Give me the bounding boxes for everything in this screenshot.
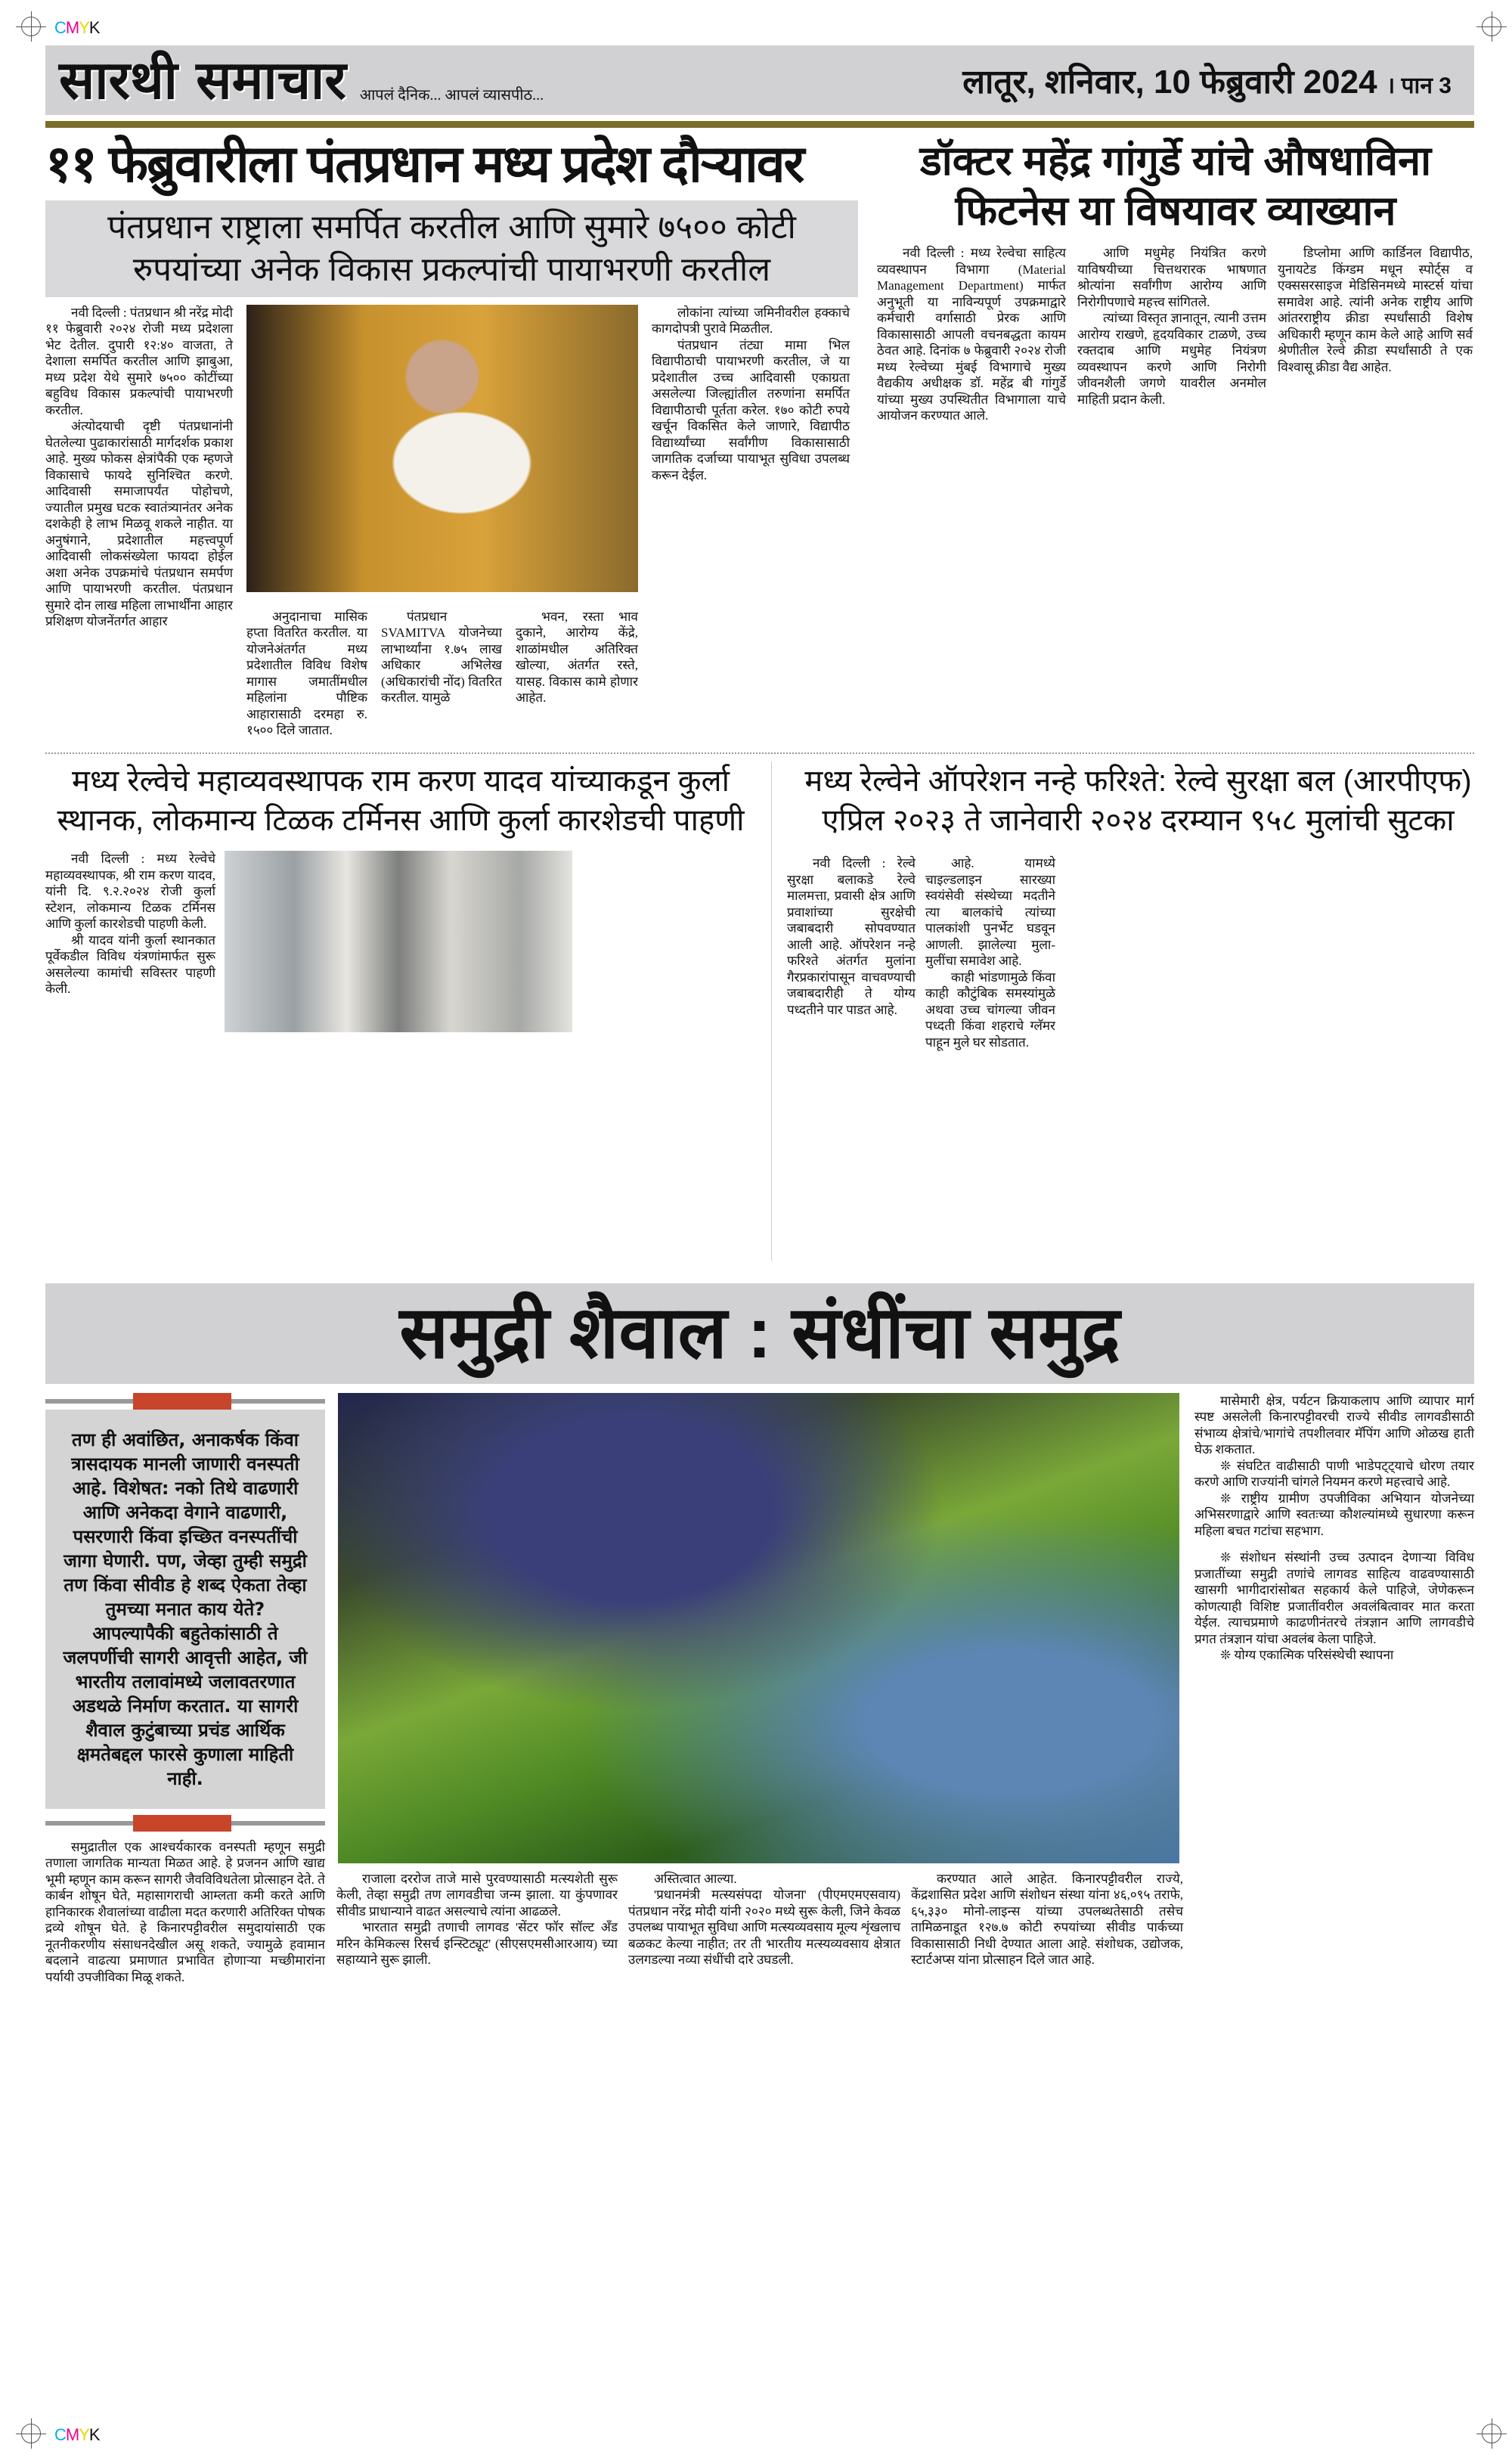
paragraph: नवी दिल्ली : रेल्वे सुरक्षा बलाकडे रेल्वे मालमत्ता, प्रवासी क्षेत्र आणि प्रवाशांच्या सुरक्षेची जबाबदारी सोपवण्यात आली आहे. ऑपरेशन नन्हे फरिश्ते अंतर्गत मुलांना गैरप्रकारांपासून वाचवण्याची जबाबदारीही ते योग्य पध्दतीने पार पाडत आहे. (787, 856, 916, 1017)
paragraph: मासेमारी क्षेत्र, पर्यटन क्रियाकलाप आणि व्यापार मार्ग स्पष्ट असलेली किनारपट्टीवरची राज्ये सीवीड लागवडीसाठी संभाव्य क्षेत्रांचे/भागांचे तपशीलवार मॅपिंग आणि ओळख हाती घेऊ शकतात. (1194, 1393, 1474, 1457)
c: C (54, 2425, 66, 2444)
paragraph: 'प्रधानमंत्री मत्स्यसंपदा योजना' (पीएमएमएसवाय) पंतप्रधान नरेंद्र मोदी यांनी २०२० मध्ये सुरू केली, जिने केवळ उपलब्ध पायाभूत सुविधा आणि मत्स्यव्यवसाय मूल्य शृंखलाच बळकट केल्या नाहीत; तर ती भारतीय मत्स्यव्यवसाय क्षेत्रात उलगडल्या नव्या संधींची दारे उघडली. (628, 1888, 900, 1968)
paragraph: पंतप्रधान तंट्या मामा भिल विद्यापीठाची पायाभरणी करतील, जे या प्रदेशातील उच्च आदिवासी एकाग्रता असलेल्या जिल्ह्यांतील तरुणांना समर्पित विद्यापीठाची पूर्तता करेल. १७० कोटी रुपये खर्चून विकसित केले जाणारे, विद्यापीठ विद्यार्थ्यांच्या सर्वांगीण विकासासाठी जागतिक दर्जाच्या पायाभूत सुविधा उपलब्ध करून देईल. (652, 337, 850, 482)
pullquote-rule (45, 1815, 325, 1832)
date-text: लातूर, शनिवार, 10 फेब्रुवारी 2024 (962, 64, 1377, 101)
article-seaweed-right-col (1194, 1393, 1474, 1540)
article-pm-col2 (246, 609, 367, 739)
article-seaweed-col4 (911, 1871, 1183, 1968)
seaweed-photo (338, 1393, 1179, 1863)
article-rpf (787, 762, 1489, 1050)
paragraph: ❊ संशोधन संस्थांनी उच्च उत्पादन देणाऱ्या विविध प्रजातींच्या समुद्री तणांचे लागवड साहित्य वाढवण्यासाठी खासगी भागीदारांसोबत सहकार्य केले पाहिजे, जेणेकरून कोणत्याही विशिष्ट प्रजातींवरील अवलंबित्वावर मात करता येईल. त्याचप्रमाणे काढणीनंतरचे तंत्रज्ञान आणि लागवडीचे प्रगत तंत्रज्ञान यांचा अवलंब केला पाहिजे. (1194, 1550, 1474, 1646)
y: Y (79, 18, 89, 37)
article-rpf-col2 (925, 855, 1055, 1050)
accent-block (133, 1815, 231, 1832)
paragraph: अस्तित्वात आल्या. (654, 1871, 737, 1886)
m: M (65, 2425, 79, 2444)
article-seaweed-col3 (628, 1871, 900, 1968)
article-kurla-col1 (45, 851, 215, 997)
paragraph: आणि मधुमेह नियंत्रित करणे याविषयीच्या चित्तथरारक भाषणात श्रोत्यांना सर्वांगीण आरोग्य आणि निरोगीपणाचे महत्त्व सांगितले. (1077, 246, 1266, 309)
y: Y (79, 2425, 89, 2444)
paragraph: लोकांना त्यांच्या जमिनीवरील हक्काचे कागदोपत्री पुरावे मिळतील. (652, 305, 850, 337)
headline-rpf-rescue: मध्य रेल्वेने ऑपरेशन नन्हे फरिश्ते: रेल्वे सुरक्षा बल (आरपीएफ) एप्रिल २०२३ ते जानेवारी २०२४ दरम्यान ९५८ मुलांची सुटका (804, 765, 1472, 837)
top-section (45, 136, 1474, 745)
section-divider (45, 752, 1474, 754)
article-doctor-body (877, 245, 1474, 424)
registration-mark (1482, 2424, 1501, 2443)
registration-mark (21, 17, 41, 36)
k: K (88, 2425, 100, 2444)
masthead-rule (45, 121, 1474, 128)
paragraph: पंतप्रधान SVAMITVA योजनेच्या लाभार्थ्यांना १.७५ लाख अधिकार अभिलेख (अधिकारांची नोंद) वितरित करतील. यामुळे (381, 609, 502, 706)
article-pm-body (45, 305, 858, 739)
paragraph: नवी दिल्ली : पंतप्रधान श्री नरेंद्र मोदी ११ फेब्रुवारी २०२४ रोजी मध्य प्रदेशला भेट देतील. दुपारी १२:४० वाजता, ते देशाला समर्पित करतील आणि झाबुआ, मध्य प्रदेश येथे सुमारे ७५०० कोटींच्या बहुविध विकास प्रकल्पांची पायाभरणी करतील. (45, 305, 233, 417)
article-seaweed-col1 (45, 1839, 325, 1986)
article-kurla-body (45, 851, 756, 1032)
article-seaweed-col5 (1194, 1550, 1474, 1664)
headline-pm-visit: ११ फेब्रुवारीला पंतप्रधान मध्य प्रदेश दौऱ्यावर (45, 135, 804, 193)
seaweed-right (1194, 1393, 1474, 1664)
article-rpf-body (787, 855, 1489, 1050)
kurla-inspection-photo (225, 851, 572, 1032)
paragraph: समुद्रातील एक आश्चर्यकारक वनस्पती म्हणून समुद्री तणाला जागतिक मान्यता मिळत आहे. हे प्रजनन आणि खाद्य भूमी म्हणून काम करून सागरी जैवविविधतेला प्रोत्साहन देते. ते कार्बन शोषून घेते, महासागराची आम्लता कमी करते आणि हानिकारक शैवालांच्या वाढीला मदत करणारी अतिरिक्त पोषक द्रव्ये शोषून घेते. हे किनारपट्टीवरील समुदायांसाठी एक नूतनीकरणीय संसाधनदेखील असू शकते, ज्यामुळे हवामान बदलाने वाढत्या प्रमाणात प्रभावित होणाऱ्या मच्छीमारांना पर्यायी उपजीविका मिळू शकते. (45, 1839, 325, 1984)
paragraph: अंत्योदयाची दृष्टी पंतप्रधानांनी घेतलेल्या पुढाकारांसाठी मार्गदर्शक प्रकाश आहे. मुख्य फोकस क्षेत्रांपैकी एक म्हणजे विकासाचे फायदे सुनिश्चित करणे. आदिवासी समाजापर्यंत पोहोचणे, ज्यातील प्रमुख घटक स्वातंत्र्यानंतर अनेक दशकेही हे लाभ मिळवू शकले नाहीत. या अनुषंगाने, प्रदेशातील महत्त्वपूर्ण आदिवासी लोकसंख्येला फायदा होईल अशा अनेक उपक्रमांचे पंतप्रधान समर्पण आणि पायाभरणी करतील. पंतप्रधान सुमारे दोन लाख महिला लाभार्थींना आहार प्रशिक्षण योजनेंतर्गत आहार (45, 419, 233, 629)
paragraph: आहे. यामध्ये चाइल्डलाइन सारख्या स्वयंसेवी संस्थेच्या मदतीने त्या बालकांचे त्यांच्या पालकांशी पुनर्भेट घडवून आणली. झालेल्या मुला-मुलींचा समावेश आहे. (925, 856, 1055, 968)
cmyk-mark (54, 18, 100, 38)
paragraph: डिप्लोमा आणि कार्डिनल विद्यापीठ, युनायटेड किंग्डम मधून स्पोर्ट्स व एक्ससरसाइज मेडिसिनमध्ये मास्टर्स यांचा समावेश आहे. त्यांनी अनेक राष्ट्रीय आणि आंतरराष्ट्रीय क्रीडा स्पर्धांसाठी विशेष अधिकारी म्हणून काम केले आहे आणि सर्व श्रेणीतील रेल्वे क्रीडा स्पर्धांसाठी ते एक विश्वासू क्रीडा वैद्य आहेत. (1278, 246, 1473, 374)
paragraph: त्यांच्या विस्तृत ज्ञानातून, त्यानी उत्तम आरोग्य राखणे, हृदयविकार टाळणे, उच्च रक्तदाब आणि मधुमेह नियंत्रण व्यवस्थापन करणे आणि निरोगी जीवनशैली जगणे यावरील अनमोल माहिती प्रदान केली. (1077, 311, 1266, 407)
article-doctor-col2 (1077, 245, 1266, 408)
article-seaweed-col2 (336, 1871, 618, 1968)
registration-mark (1482, 17, 1501, 36)
article-pm-col3 (381, 609, 502, 706)
masthead (45, 45, 1474, 115)
dateline (962, 57, 1452, 103)
paragraph: करण्यात आले आहेत. किनारपट्टीवरील राज्ये, केंद्रशासित प्रदेश आणि संशोधन संस्था यांना ४६,०९५ तराफे, ६५,३३० मोनो-लाइन्स यांच्या उपलब्धतेसाठी तसेच तामिळनाडूत १२७.७ कोटी रुपयांच्या सीवीड पार्कच्या विकासासाठी निधी देण्यात आला आहे. संशोधक, उद्योजक, स्टार्टअप्स यांना प्रोत्साहन दिले जात आहे. (911, 1871, 1183, 1968)
pullquote: तण ही अवांछित, अनाकर्षक किंवा त्रासदायक मानली जाणारी वनस्पती आहे. विशेषत: नको तिथे वाढणारी आणि अनेकदा वेगाने वाढणारी, पसरणारी किंवा इच्छित वनस्पतींची जागा घेणारी. पण, जेव्हा तुम्ही समुद्री तण किंवा सीवीड हे शब्द ऐकता तेव्हा तुमच्या मनात काय येते? आपल्यापैकी बहुतेकांसाठी ते जलपर्णीची सागरी आवृत्ती आहेत, जी भारतीय तलावांमध्ये जलावतरणात अडथळे निर्माण करतात. या सागरी शैवाल कुटुंबाच्या प्रचंड आर्थिक क्षमतेबद्दल फारसे कुणाला माहिती नाही. (45, 1410, 325, 1809)
seaweed-left (45, 1393, 325, 1986)
article-doctor-col3 (1278, 245, 1473, 375)
m: M (65, 18, 79, 37)
paragraph: ❊ संघटित वाढीसाठी पाणी भाडेपट्ट्याचे धोरण तयार करणे आणि राज्यांनी चांगले नियमन करणे महत्त्वाचे आहे. (1194, 1458, 1474, 1490)
accent-block (133, 1393, 231, 1410)
paragraph: अनुदानाचा मासिक हप्ता वितरित करतील. या योजनेअंतर्गत मध्य प्रदेशातील विविध विशेष मागास जमातींमधील महिलांना पौष्टिक आहारासाठी दरमहा रु. १५०० दिले जातात. (246, 609, 367, 738)
paragraph: ❊ राष्ट्रीय ग्रामीण उपजीविका अभियान योजनेच्या अभिसरणाद्वारे आणि स्वतःच्या कौशल्यांमध्ये सुधारणा करून महिला बचत गटांचा सहभाग. (1194, 1491, 1474, 1538)
page-number: । पान 3 (1386, 73, 1452, 98)
middle-section (45, 762, 1474, 1261)
headline-kurla-inspection: मध्य रेल्वेचे महाव्यवस्थापक राम करण यादव यांच्याकडून कुर्ला स्थानक, लोकमान्य टिळक टर्मिनस आणि कुर्ला कारशेडची पाहणी (57, 765, 745, 837)
article-doctor (877, 136, 1474, 424)
page-content (45, 136, 1474, 1985)
paragraph: भारतात समुद्री तणाची लागवड 'सेंटर फॉर सॉल्ट अँड मरिन केमिकल्स रिसर्च इन्स्टिट्यूट' (सीएसएमसीआरआय) च्या सहाय्याने सुरू झाली. (336, 1920, 618, 1968)
k: K (88, 18, 100, 37)
paragraph: ❊ योग्य एकात्मिक परिसंस्थेची स्थापना (1220, 1648, 1394, 1663)
tagline: आपलं दैनिक... आपलं व्यासपीठ... (359, 87, 544, 104)
cmyk-mark (54, 2425, 100, 2445)
column-divider (771, 762, 772, 1261)
registration-mark (21, 2424, 41, 2443)
article-kurla (45, 762, 756, 1032)
pullquote-rule (45, 1393, 325, 1410)
paragraph: राजाला दररोज ताजे मासे पुरवण्यासाठी मत्स्यशेती सुरू केली, तेव्हा समुद्री तण लागवडीचा जन्म झाला. या कुंपणावर सीवीड प्राधान्याने वाढत असल्याचे त्यांना आढळले. (336, 1871, 618, 1919)
paragraph: भवन, रस्ता भाव दुकाने, आरोग्य केंद्रे, शाळांमधील अतिरिक्त खोल्या, अंतर्गत रस्ते, यासह. विकास कामे होणार आहेत. (516, 609, 638, 706)
newspaper-title: सारथी समाचार (59, 48, 346, 111)
paragraph: नवी दिल्ली : मध्य रेल्वेचा साहित्य व्यवस्थापन विभागा (Material Management Department) मार्फत अनुभूती या नाविन्यपूर्ण उपक्रमाद्वारे कर्मचारी वर्गासाठी प्रेरक आणि विकासासाठी आपली वचनबद्धता कायम ठेवत आहे. दिनांक ७ फेब्रुवारी २०२४ रोजी मध्य रेल्वेच्या मुंबई विभागाचे मुख्य वैद्यकीय अधीक्षक डॉ. महेंद्र बी गांगुर्डे यांच्या मुख्य उपस्थितीत विभागाला याचे आयोजन करण्यात आले. (877, 246, 1066, 423)
article-pm-col5 (652, 305, 850, 484)
paragraph: काही भांडणामुळे किंवा काही कौटुंबिक समस्यांमुळे अथवा उच्च चांगल्या जीवन पध्दती किंवा शहराचे ग्लॅमर पाहून मुले घर सोडतात. (925, 969, 1055, 1050)
pm-modi-photo (246, 305, 638, 592)
article-doctor-col1 (877, 245, 1066, 424)
article-pm-col1 (45, 305, 233, 630)
article-pm-subcols (246, 609, 638, 739)
article-seaweed (45, 1393, 1474, 1986)
article-pm-col4 (516, 609, 638, 706)
article-pm-middle (246, 305, 638, 739)
article-rpf-col1 (787, 855, 916, 1018)
seaweed-middle-cols (336, 1871, 1183, 1968)
headline-doctor-lecture: डॉक्टर महेंद्र गांगुर्डे यांचे औषधाविना फिटनेस या विषयावर व्याख्यान (919, 138, 1432, 234)
seaweed-middle (336, 1393, 1183, 1968)
subheadline-pm: पंतप्रधान राष्ट्राला समर्पित करतील आणि सुमारे ७५०० कोटी रुपयांच्या अनेक विकास प्रकल्पांची पायाभरणी करतील (45, 200, 858, 297)
headline-seaweed: समुद्री शैवाल : संधींचा समुद्र (45, 1283, 1474, 1384)
c: C (54, 18, 66, 37)
article-pm (45, 136, 858, 739)
paragraph: नवी दिल्ली : मध्य रेल्वेचे महाव्यवस्थापक, श्री राम करण यादव, यांनी दि. ९.२.२०२४ रोजी कुर्ला स्टेशन, लोकमान्य टिळक टर्मिनस आणि कुर्ला कारशेडची पाहणी केली. (45, 852, 215, 931)
paragraph: श्री यादव यांनी कुर्ला स्थानकात पूर्वेकडील विविध यंत्रणांमार्फत सुरू असलेल्या कामांची सविस्तर पाहणी केली. (45, 932, 215, 996)
